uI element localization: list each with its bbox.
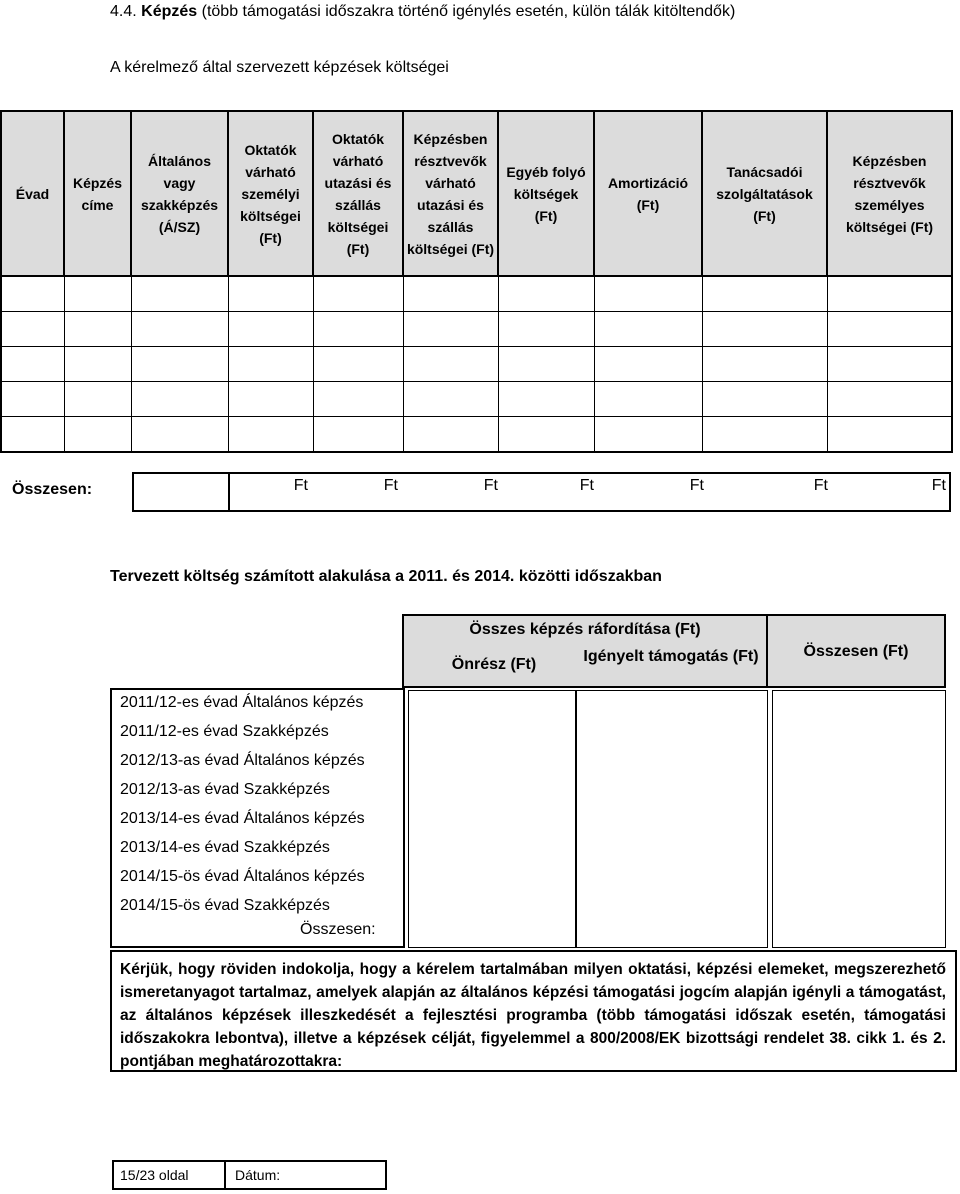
- list-item: 2014/15-ös évad Általános képzés: [120, 868, 365, 885]
- header-egyeb-folyo: Egyéb folyó költségek (Ft): [498, 111, 594, 276]
- total-unit: Ft: [689, 477, 704, 494]
- osszesen-input-area[interactable]: [772, 690, 946, 948]
- list-item: 2012/13-as évad Általános képzés: [120, 752, 365, 769]
- list-item: 2012/13-as évad Szakképzés: [120, 781, 330, 798]
- planned-group-header: [402, 614, 768, 688]
- list-item: 2013/14-es évad Szakképzés: [120, 839, 330, 856]
- justification-text: Kérjük, hogy röviden indokolja, hogy a kérelem tartalmában milyen oktatási, képzési elemeket, megszerezhető ismeretanyagot tartalmaz, amelyek alapján az általános képzési támogatási jogcím alapján igényli a támogatást, az általános képzések illeszkedését a fejlesztési programba (több támogatási időszak esetén, támogatási időszakokra lebontva), illetve a képzések célját, figyelemmel a 800/2008/EK bizottsági rendelet 38. cikk 1. és 2. pontjában meghatározottakra:: [120, 961, 946, 1070]
- section-heading-bold: Képzés: [141, 3, 198, 20]
- header-kepzes-cime: Képzés címe: [64, 111, 131, 276]
- group-header-label: Összes képzés ráfordítása (Ft): [469, 621, 701, 638]
- section-heading: [110, 3, 735, 21]
- table-row: [1, 382, 952, 417]
- col-osszesen-header: [766, 614, 946, 688]
- table-row: [1, 276, 952, 312]
- table-row: [1, 312, 952, 347]
- header-amortizacio: Amortizáció (Ft): [594, 111, 702, 276]
- page-number: 15/23 oldal: [120, 1167, 189, 1183]
- total-unit: Ft: [293, 477, 308, 494]
- section-number: 4.4.: [110, 3, 137, 20]
- planned-total-label: Összesen:: [300, 921, 376, 938]
- list-item: 2013/14-es évad Általános képzés: [120, 810, 365, 827]
- list-item: 2011/12-es évad Általános képzés: [120, 694, 364, 711]
- total-unit: Ft: [813, 477, 828, 494]
- total-label: Összesen:: [12, 481, 93, 498]
- cost-table: [0, 110, 953, 453]
- list-item: 2014/15-ös évad Szakképzés: [120, 897, 330, 914]
- total-unit: Ft: [931, 477, 946, 494]
- table-row: [1, 347, 952, 382]
- header-oktatok-utazasi: Oktatók várható utazási és szállás költségei (Ft): [313, 111, 403, 276]
- header-oktatok-szemelyi: Oktatók várható személyi költségei (Ft): [228, 111, 313, 276]
- table-row: [1, 417, 952, 453]
- total-row: [132, 472, 951, 512]
- total-unit: Ft: [483, 477, 498, 494]
- total-unit: Ft: [579, 477, 594, 494]
- col-osszesen: Összesen (Ft): [803, 643, 909, 660]
- header-resztvevok-szemelyes: Képzésben résztvevők személyes költségei (Ft): [827, 111, 952, 276]
- igenyelt-input-area[interactable]: [576, 690, 768, 948]
- section-heading-rest: (több támogatási időszakra történő igénylés esetén, külön tálák kitöltendők): [201, 3, 736, 20]
- total-unit: Ft: [383, 477, 398, 494]
- header-evad: Évad: [1, 111, 64, 276]
- col-igenyelt-tamogatas: Igényelt támogatás (Ft): [583, 648, 759, 665]
- header-resztvevok-utazasi: Képzésben résztvevők várható utazási és szállás költségei (Ft): [403, 111, 498, 276]
- onresz-input-area[interactable]: [408, 690, 576, 948]
- planned-title: Tervezett költség számított alakulása a 2011. és 2014. közötti időszakban: [110, 568, 662, 585]
- list-item: 2011/12-es évad Szakképzés: [120, 723, 329, 740]
- col-onresz: Önrész (Ft): [451, 656, 537, 673]
- header-altalanos-vagy-szakkepzes: Általános vagy szakképzés (Á/SZ): [131, 111, 228, 276]
- subtitle: A kérelmező által szervezett képzések költségei: [110, 59, 449, 76]
- header-tanacsadoi: Tanácsadói szolgáltatások (Ft): [702, 111, 827, 276]
- date-label: Dátum:: [235, 1167, 281, 1183]
